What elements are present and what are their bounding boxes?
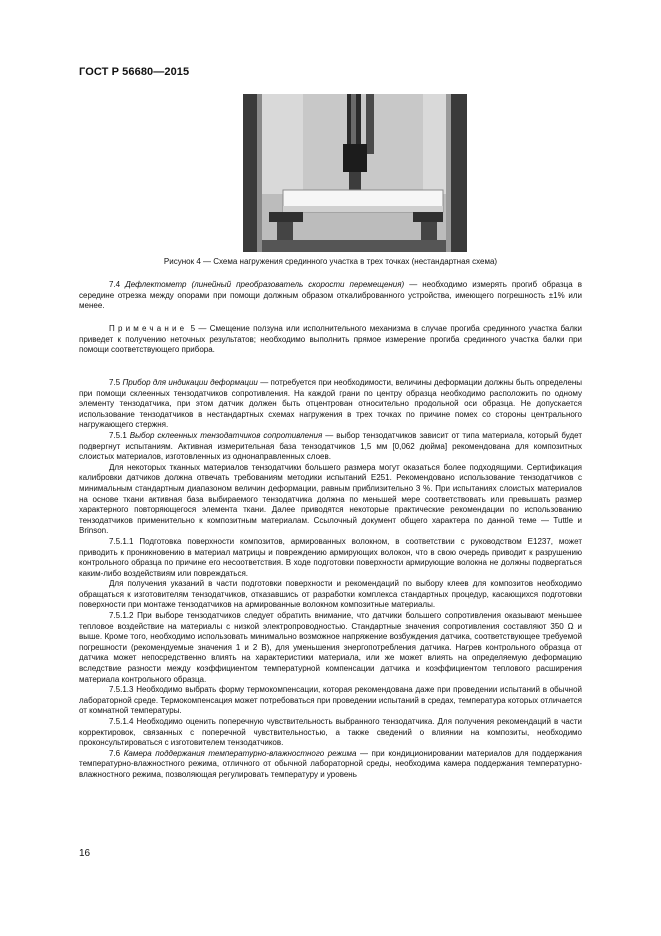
clause-term: Прибор для индикации деформации — [122, 378, 258, 387]
paragraph-7-5-1-3: 7.5.1.3 Необходимо выбрать форму термокомпенсации, которая рекомендована даже при проведении испытаний в обычной лабораторной среде. Термокомпенсация может потребоваться при проведении испытаний в средах, температура которых отличается от комнатной температуры. — [79, 685, 582, 716]
note-label: Примечание — [109, 324, 188, 333]
note-5 — [79, 324, 582, 356]
clause-term: Дефлектометр (линейный преобразователь скорости перемещения) — [125, 280, 405, 289]
section-7-4 — [79, 280, 582, 312]
paragraph-7-5-1 — [79, 431, 582, 463]
standard-header: ГОСТ Р 56680—2015 — [79, 66, 190, 78]
clause-text: — потребуется при необходимости, величины деформации должны быть определены при помощи склеенных тензодатчиков сопротивления. На каждой грани по центру образца необходимо расположить по одному элементу тензодатчика, при этом датчик должен быть отцентрован относительно продольной оси образца. Не допускается использование тензодатчиков в нестандартных схемах нагружения в трех точках по причине помех со стороны центрального нагружающего стержня. — [79, 378, 583, 430]
test-fixture-image — [243, 94, 467, 252]
clause-text: — необходимо измерять прогиб образца в середине отрезка между опорами при помощи должным образом откалиброванного устройства, имеющего погрешность ±1% или менее. — [79, 280, 582, 311]
note-text: 5 — Смещение ползуна или исполнительного механизма в случае прогиба срединного участка балки приведет к получению неточных результатов; необходимо выполнить прямое измерение прогиба срединного участка балки при помощи соответствующего прибора. — [79, 324, 582, 355]
clause-text: — при кондиционировании материалов для поддержания температурно-влажностного режима, отличного от обычной лабораторной среды, необходима камера поддержания температурно-влажностного режима, позволяющая регулировать температуру и уровень — [79, 748, 583, 779]
paragraph-7-6 — [79, 749, 582, 781]
paragraph-7-5-1-1: 7.5.1.1 Подготовка поверхности композитов, армированных волокном, в соответствии с руководством Е1237, может приводить к проникновению в материал матрицы и повреждению армирующих волокон, что в свою очередь приводит к разрушению контрольного образца по причине его несоответствия. В ходе подготовки поверхности армирующие волокна не должны подвергаться каким-либо воздействиям или повреждаться. — [79, 536, 582, 578]
page-number: 16 — [79, 848, 91, 859]
clause-number: 7.5 — [109, 378, 123, 387]
clause-term: Камера поддержания температурно-влажностного режима — [123, 748, 357, 758]
clause-term: Выбор склеенных тензодатчиков сопротивления — [129, 430, 323, 440]
clause-number: 7.5.1 — [109, 430, 130, 440]
main-body — [79, 378, 582, 781]
paragraph-7-5 — [79, 378, 582, 431]
paragraph-7-5-1-1-cont: Для получения указаний в части подготовки поверхности и рекомендаций по выбору клеев для композитов необходимо обращаться к изготовителям тензодатчиков, отказавшись от разработки комплекса стандартных процедур, касающихся подготовки поверхности при монтаже тензодатчиков на армированные волокном композитные материалы. — [79, 579, 582, 610]
paragraph-7-5-1-2: 7.5.1.2 При выборе тензодатчиков следует обратить внимание, что датчики большего сопротивления оказывают меньшее тепловое воздействие на материалы с низкой электропроводностью. Стандартные значения сопротивления составляют 350 Ω и выше. Кроме того, необходимо использовать минимально возможное напряжение возбуждения датчика, соответствующее требуемой погрешности (рекомендуемые значения 1 и 2 В), для уменьшения энергопотребления датчика. Нагрев контрольного образца от датчика может непосредственно влиять на характеристики материала, или же может влиять на определяемую деформацию вследствие разности между коэффициентом температурной компенсации датчика и коэффициентом теплового расширения материала контрольного образца. — [79, 611, 582, 684]
figure-caption: Рисунок 4 — Схема нагружения срединного участка в трех точках (нестандартная схема) — [163, 257, 498, 266]
figure-photo-three-point-loading — [243, 94, 467, 252]
paragraph-7-5-1-4: 7.5.1.4 Необходимо оценить поперечную чувствительность выбранного тензодатчика. Для получения рекомендаций в части корректировок, связанных с поперечной чувствительностью, а также сведений о влиянии на композиты, необходимо проконсультироваться с изготовителем тензодатчиков. — [79, 717, 582, 748]
clause-number: 7.6 — [109, 748, 124, 758]
paragraph-7-5-1-cont: Для некоторых тканных материалов тензодатчики большего размера могут оказаться более подходящими. Сертификация калибровки датчиков должна отвечать требованиям методики испытаний Е251. Рекомендовано использование тензодатчиков с минимальным стандартным диапазоном величин деформации, равным приблизительно 3 %. При испытаниях слоистых материалов на основе ткани активная база выбираемого тензодатчика должна по меньшей мере соответствовать или превышать размер характерного повторяющегося элемента ткани. Далее приводятся некоторые практические рекомендации по использованию тензодатчиков применительно к композитным материалам. Ссылочный документ общего характера по данной теме — Tuttle и Brinson. — [79, 462, 582, 536]
clause-number: 7.4 — [109, 280, 126, 289]
clause-text: — выбор тензодатчиков зависит от типа материала, который будет подвергнут испытаниям. Активная измерительная база тензодатчиков 1,5 мм [0,062 дюйма] рекомендована для композитных слоистых материалов, изготовленных из однонаправленных слоев. — [79, 430, 583, 462]
